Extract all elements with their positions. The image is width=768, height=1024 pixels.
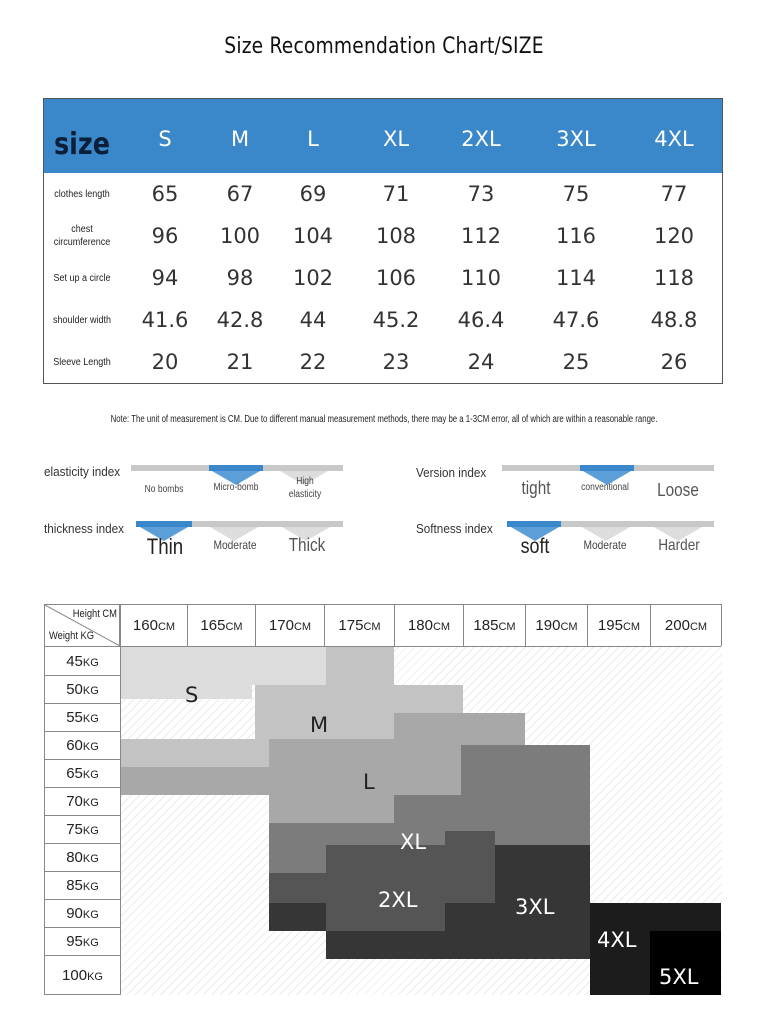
weight-header-cell <box>45 703 120 731</box>
height-value: 165 <box>200 617 226 634</box>
row-value: 116 <box>555 224 597 248</box>
zone-label: XL <box>400 830 427 854</box>
weight-unit: KG <box>82 657 99 669</box>
row-value: 100 <box>219 224 261 248</box>
version-option: tight <box>521 478 551 498</box>
weight-value: 80 <box>66 849 83 866</box>
size-table-row <box>44 257 722 299</box>
height-value: 185 <box>473 617 499 634</box>
height-header: Height CM <box>72 608 117 620</box>
weight-value: 70 <box>66 793 83 810</box>
weight-value: 65 <box>66 765 83 782</box>
height-value: 170 <box>268 617 294 634</box>
size-table-row <box>44 173 722 215</box>
row-value: 69 <box>299 182 327 206</box>
weight-value: 60 <box>66 737 83 754</box>
height-value: 180 <box>407 617 433 634</box>
elasticity-option: High elasticity <box>288 476 322 500</box>
row-value: 45.2 <box>372 308 420 332</box>
softness-index-label: Softness index <box>416 521 493 536</box>
zone-label: 2XL <box>378 888 418 912</box>
weight-unit: KG <box>82 713 99 725</box>
height-value: 190 <box>535 617 561 634</box>
softness-option: Moderate <box>583 538 627 552</box>
size-grid <box>44 604 722 995</box>
weight-header-cell <box>45 843 120 871</box>
size-col-header: 2XL <box>461 127 501 151</box>
weight-unit: KG <box>82 937 99 949</box>
weight-unit: KG <box>82 881 99 893</box>
height-header-cell <box>463 605 525 646</box>
height-value: 175 <box>338 617 364 634</box>
softness-option: soft <box>520 535 550 558</box>
height-header-cell <box>120 605 187 646</box>
height-header-cell <box>587 605 650 646</box>
row-value: 77 <box>660 182 688 206</box>
row-value: 24 <box>467 350 495 374</box>
row-value: 118 <box>653 266 695 290</box>
size-table-header <box>44 99 722 173</box>
height-value: 200 <box>664 617 690 634</box>
row-value: 48.8 <box>650 308 698 332</box>
row-value: 46.4 <box>457 308 505 332</box>
weight-value: 95 <box>66 933 83 950</box>
zone-2xl-area <box>445 831 495 903</box>
zone-xl-area <box>461 745 590 795</box>
weight-unit: KG <box>82 909 99 921</box>
elasticity-option: Micro-bomb <box>213 482 259 493</box>
height-header-cell <box>650 605 721 646</box>
zone-m-area <box>326 646 394 685</box>
row-value: 102 <box>292 266 334 290</box>
weight-unit: KG <box>82 769 99 781</box>
row-value: 42.8 <box>216 308 264 332</box>
size-table <box>43 98 723 384</box>
thickness-option: Thin <box>146 534 184 559</box>
row-value: 47.6 <box>552 308 600 332</box>
size-col-header: 3XL <box>556 127 596 151</box>
height-unit: CM <box>689 621 708 633</box>
weight-value: 55 <box>66 709 83 726</box>
row-value: 112 <box>460 224 502 248</box>
row-value: 25 <box>562 350 590 374</box>
size-table-row <box>44 215 722 257</box>
zone-s-area <box>252 646 326 685</box>
weight-unit: KG <box>82 685 99 697</box>
weight-header-cell <box>45 759 120 787</box>
measurement-note: Note: The unit of measurement is CM. Due to different manual measurement methods, there may be a 1-3CM error, all of which are within a reasonable range. <box>110 414 658 425</box>
zone-3xl-area <box>269 903 326 931</box>
weight-header-cell <box>45 899 120 927</box>
size-col-header: L <box>307 127 319 151</box>
weight-value: 45 <box>66 653 83 670</box>
row-value: 67 <box>226 182 254 206</box>
height-header-cell <box>187 605 255 646</box>
weight-value: 100 <box>62 967 88 984</box>
height-value: 160 <box>132 617 158 634</box>
row-value: 26 <box>660 350 688 374</box>
row-label: clothes length <box>54 188 110 200</box>
row-value: 65 <box>151 182 179 206</box>
weight-header-cell <box>45 646 120 675</box>
row-label: shoulder width <box>52 314 112 326</box>
zone-label: 4XL <box>597 928 637 952</box>
height-value: 195 <box>597 617 623 634</box>
weight-unit: KG <box>82 797 99 809</box>
weight-unit: KG <box>82 853 99 865</box>
row-value: 73 <box>467 182 495 206</box>
softness-option: Harder <box>658 537 700 554</box>
row-value: 104 <box>292 224 334 248</box>
height-unit: CM <box>498 621 516 633</box>
elasticity-option: No bombs <box>144 484 184 495</box>
height-unit: CM <box>363 621 381 633</box>
row-value: 75 <box>562 182 590 206</box>
weight-header-cell <box>45 927 120 955</box>
size-col-header: S <box>158 127 172 151</box>
row-value: 106 <box>375 266 417 290</box>
height-unit: CM <box>432 621 451 633</box>
weight-header-cell <box>45 871 120 899</box>
weight-header-cell <box>45 731 120 759</box>
height-header-cell <box>324 605 394 646</box>
height-unit: CM <box>157 621 176 633</box>
thickness-option: Moderate <box>213 538 257 552</box>
row-value: 71 <box>382 182 410 206</box>
version-option: Loose <box>657 480 699 500</box>
version-option: conventional <box>581 482 629 493</box>
zone-3xl-area <box>326 931 495 959</box>
thickness-index-label: thickness index <box>44 521 125 536</box>
height-unit: CM <box>622 621 641 633</box>
row-value: 21 <box>226 350 254 374</box>
weight-value: 50 <box>66 681 83 698</box>
elasticity-index-label: elasticity index <box>44 464 121 479</box>
size-table-row <box>44 341 722 383</box>
row-label: Set up a circle <box>53 272 111 284</box>
row-value: 96 <box>151 224 179 248</box>
height-header-cell <box>525 605 587 646</box>
grid-corner <box>45 605 120 646</box>
row-value: 120 <box>653 224 695 248</box>
row-value: 110 <box>460 266 502 290</box>
height-unit: CM <box>225 621 243 633</box>
size-table-row <box>44 299 722 341</box>
row-value: 44 <box>299 308 327 332</box>
row-value: 94 <box>151 266 179 290</box>
row-value: 98 <box>226 266 254 290</box>
thickness-option: Thick <box>288 535 326 555</box>
row-label: Sleeve Length <box>53 356 111 368</box>
weight-header: Weight KG <box>49 630 95 642</box>
row-value: 114 <box>555 266 597 290</box>
height-unit: CM <box>293 621 312 633</box>
height-unit: CM <box>560 621 578 633</box>
row-value: 22 <box>299 350 327 374</box>
version-index-label: Version index <box>416 465 487 480</box>
size-corner-label: size <box>53 127 111 162</box>
row-value: 108 <box>375 224 417 248</box>
zone-label: S <box>185 683 199 707</box>
weight-header-cell <box>45 675 120 703</box>
row-value: 23 <box>382 350 410 374</box>
height-header-cell <box>394 605 463 646</box>
weight-unit: KG <box>87 971 103 983</box>
zone-l-area <box>269 739 394 767</box>
weight-value: 75 <box>66 821 83 838</box>
weight-unit: KG <box>82 741 99 753</box>
weight-header-cell <box>45 815 120 843</box>
size-col-header: XL <box>382 127 410 151</box>
size-col-header: 4XL <box>654 127 694 151</box>
row-value: 41.6 <box>141 308 189 332</box>
weight-header-cell <box>45 955 120 995</box>
zone-label: 3XL <box>515 895 555 919</box>
weight-value: 90 <box>66 905 83 922</box>
zone-label: M <box>310 713 329 737</box>
row-label: chest circumference <box>53 224 111 248</box>
weight-value: 85 <box>66 877 83 894</box>
zone-label: 5XL <box>659 965 699 989</box>
size-col-header: M <box>230 127 250 151</box>
row-value: 20 <box>151 350 179 374</box>
weight-unit: KG <box>82 825 99 837</box>
zone-label: L <box>363 770 375 794</box>
height-header-cell <box>255 605 324 646</box>
page-title: Size Recommendation Chart/SIZE <box>224 34 544 59</box>
zone-3xl-area <box>495 931 590 959</box>
weight-header-cell <box>45 787 120 815</box>
